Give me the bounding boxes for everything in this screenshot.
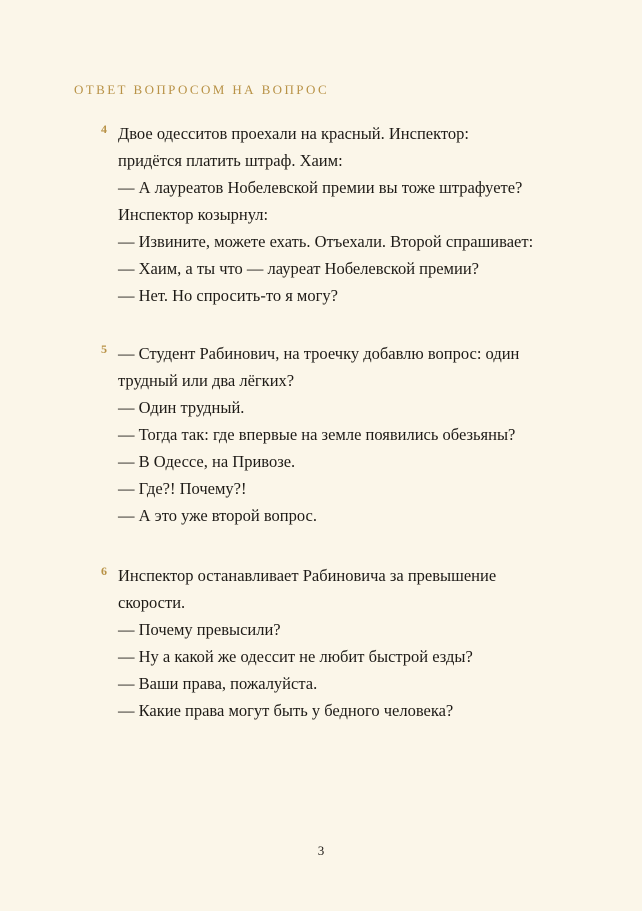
joke-line: — Тогда так: где впервые на земле появились обезьяны? bbox=[118, 425, 516, 444]
joke-number: 5 bbox=[101, 342, 107, 356]
joke-line: — Какие права могут быть у бедного человека? bbox=[118, 701, 454, 720]
joke-line: — Извините, можете ехать. Отъехали. Второй спрашивает: bbox=[118, 232, 534, 251]
joke-line: Инспектор козырнул: bbox=[118, 205, 269, 224]
joke-5 bbox=[101, 340, 598, 529]
joke-4 bbox=[101, 120, 598, 309]
joke-line: — Ну а какой же одессит не любит быстрой езды? bbox=[118, 647, 473, 666]
joke-number: 4 bbox=[101, 122, 107, 136]
joke-line: — Студент Рабинович, на троечку добавлю вопрос: один bbox=[118, 344, 520, 363]
joke-6 bbox=[101, 562, 598, 724]
page-number: 3 bbox=[317, 843, 325, 858]
joke-line: — Нет. Но спросить-то я могу? bbox=[118, 286, 338, 305]
running-header: ОТВЕТ ВОПРОСОМ НА ВОПРОС bbox=[74, 82, 330, 97]
joke-line: — В Одессе, на Привозе. bbox=[118, 452, 296, 471]
joke-number: 6 bbox=[101, 564, 107, 578]
joke-line: — Один трудный. bbox=[118, 398, 245, 417]
joke-line: придётся платить штраф. Хаим: bbox=[118, 151, 343, 170]
joke-line: — Ваши права, пожалуйста. bbox=[118, 674, 318, 693]
joke-line: Двое одесситов проехали на красный. Инспектор: bbox=[118, 124, 469, 143]
joke-line: скорости. bbox=[118, 593, 186, 612]
joke-line: — А это уже второй вопрос. bbox=[118, 506, 317, 525]
joke-line: трудный или два лёгких? bbox=[118, 371, 295, 390]
joke-line: — Хаим, а ты что — лауреат Нобелевской премии? bbox=[118, 259, 479, 278]
joke-line: — Где?! Почему?! bbox=[118, 479, 247, 498]
joke-line: — Почему превысили? bbox=[118, 620, 281, 639]
joke-line: Инспектор останавливает Рабиновича за превышение bbox=[118, 566, 497, 585]
joke-line: — А лауреатов Нобелевской премии вы тоже штрафуете? bbox=[118, 178, 523, 197]
